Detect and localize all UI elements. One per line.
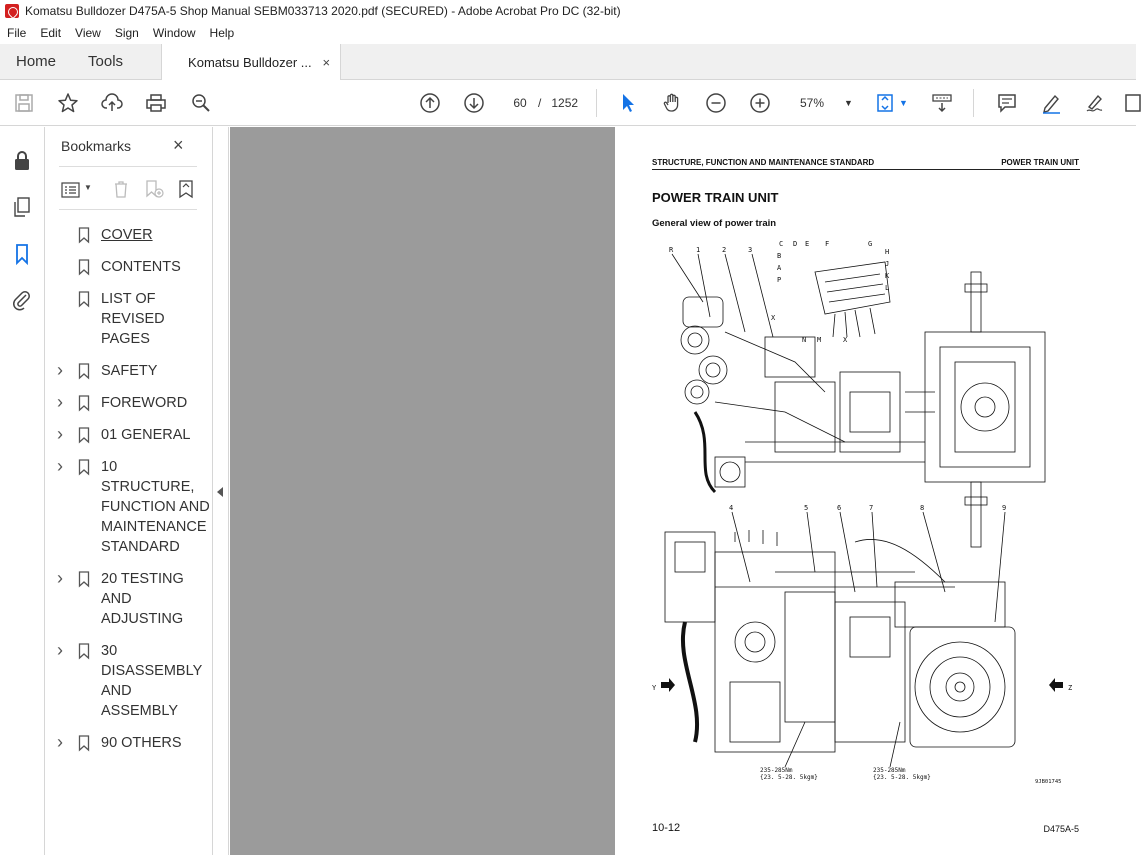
bookmark-label: COVER: [101, 227, 153, 243]
tab-tools[interactable]: Tools: [88, 53, 124, 70]
torque-spec-2: [873, 767, 931, 781]
bookmarks-title: Bookmarks: [61, 138, 132, 154]
page-footer-number: 10-12: [652, 822, 681, 834]
menu-help[interactable]: Help: [209, 26, 235, 40]
bookmark-label: LIST OF REVISED PAGES: [101, 291, 165, 347]
bookmark-label: SAFETY: [101, 363, 158, 379]
close-panel-icon[interactable]: ×: [173, 135, 184, 155]
zoom-search-icon[interactable]: [189, 91, 213, 115]
page-separator: /: [538, 96, 542, 110]
page-title: POWER TRAIN UNIT: [652, 190, 779, 205]
torque-value-kgm: {23. 5-28. 5kgm}: [760, 774, 818, 781]
total-pages: 1252: [551, 96, 579, 110]
zoom-value: 57%: [800, 96, 825, 110]
header-rule: [652, 169, 1080, 170]
attachment-paperclip-icon[interactable]: [11, 289, 33, 311]
expand-chevron-icon[interactable]: ›: [57, 360, 63, 380]
bookmark-icon: [78, 643, 90, 659]
expand-chevron-icon[interactable]: ›: [57, 456, 63, 476]
svg-text:P: P: [777, 276, 782, 284]
page-subtitle: General view of power train: [652, 218, 777, 229]
tab-bar: [0, 44, 1136, 80]
svg-text:2: 2: [722, 246, 727, 254]
page-header-right: POWER TRAIN UNIT: [1001, 158, 1079, 167]
previous-page-icon[interactable]: [418, 91, 442, 115]
zoom-out-icon[interactable]: [704, 91, 728, 115]
svg-text:L: L: [885, 284, 890, 292]
torque-value: 235-285Nm: [760, 767, 793, 774]
new-bookmark-icon[interactable]: [143, 179, 165, 199]
chevron-down-icon[interactable]: ▼: [84, 183, 92, 192]
menu-sign[interactable]: Sign: [114, 26, 139, 40]
bookmark-label: CONTENTS: [101, 259, 181, 275]
bookmark-label: 30 DISASSEMBLY AND ASSEMBLY: [101, 643, 203, 719]
bookmark-icon: [78, 571, 90, 587]
bookmark-label: 20 TESTING AND ADJUSTING: [101, 571, 184, 627]
divider: [59, 209, 197, 210]
hand-tool-icon[interactable]: [660, 91, 684, 115]
menu-view[interactable]: View: [75, 26, 101, 40]
svg-text:Z: Z: [1068, 684, 1073, 692]
svg-text:3: 3: [748, 246, 753, 254]
svg-text:R: R: [669, 246, 674, 254]
fit-page-dropdown-icon[interactable]: ▼: [899, 98, 908, 108]
bookmark-icon: [78, 735, 90, 751]
torque-value-kgm: {23. 5-28. 5kgm}: [873, 774, 931, 781]
bookmark-label: 01 GENERAL: [101, 427, 191, 443]
page-footer-model: D475A-5: [1043, 824, 1079, 834]
menu-window[interactable]: Window: [152, 26, 196, 40]
chevron-down-icon: ▼: [844, 98, 853, 108]
svg-text:E: E: [805, 240, 810, 248]
select-cursor-icon[interactable]: [616, 91, 640, 115]
more-tools-icon[interactable]: [1122, 91, 1146, 115]
bookmark-icon: [78, 459, 90, 475]
expand-chevron-icon[interactable]: ›: [57, 568, 63, 588]
bookmark-icon: [78, 259, 90, 275]
bookmark-icon: [78, 395, 90, 411]
torque-spec-1: [760, 767, 818, 781]
panel-collapse-handle[interactable]: [213, 127, 229, 855]
svg-text:C: C: [779, 240, 784, 248]
bookmark-from-selection-icon[interactable]: [177, 179, 195, 199]
svg-text:M: M: [817, 336, 822, 344]
power-train-drawing: [652, 240, 1075, 792]
divider: [59, 166, 197, 167]
page-header-left: STRUCTURE, FUNCTION AND MAINTENANCE STANDARD: [652, 158, 875, 167]
bookmark-panel-icon[interactable]: [11, 243, 33, 265]
print-icon[interactable]: [144, 91, 168, 115]
page-number-input[interactable]: 60: [513, 96, 527, 110]
expand-chevron-icon[interactable]: ›: [57, 640, 63, 660]
collapse-arrow-icon: [217, 487, 223, 497]
bookmarks-toolbar: [59, 179, 199, 201]
tab-close-icon[interactable]: ×: [322, 55, 331, 70]
bookmarks-panel: [45, 127, 213, 855]
svg-text:J: J: [885, 260, 890, 268]
window-title: Komatsu Bulldozer D475A-5 Shop Manual SEBM033713 2020.pdf (SECURED) - Adobe Acrobat Pro DC (32-bit): [25, 4, 621, 18]
sign-pen-icon[interactable]: [1083, 91, 1107, 115]
svg-text:A: A: [777, 264, 782, 272]
svg-text:X: X: [771, 314, 776, 322]
bookmark-icon: [78, 363, 90, 379]
page-thumbnails-icon[interactable]: [11, 196, 33, 218]
tab-document[interactable]: [161, 44, 341, 81]
torque-value: 235-285Nm: [873, 767, 906, 774]
fit-page-icon[interactable]: [874, 91, 898, 115]
svg-text:H: H: [885, 248, 890, 256]
menu-file[interactable]: File: [7, 26, 27, 40]
star-icon[interactable]: [56, 91, 80, 115]
figure-code: 9JB01745: [1035, 779, 1062, 785]
svg-text:N: N: [802, 336, 807, 344]
bookmark-options-icon[interactable]: [61, 181, 81, 199]
svg-text:B: B: [777, 252, 782, 260]
bookmark-icon: [78, 427, 90, 443]
svg-text:K: K: [885, 272, 890, 280]
svg-text:9: 9: [1002, 504, 1007, 512]
acrobat-logo-icon: [5, 4, 19, 18]
tab-home[interactable]: Home: [16, 53, 57, 70]
expand-chevron-icon[interactable]: ›: [57, 424, 63, 444]
svg-text:Y: Y: [652, 684, 657, 692]
svg-text:1: 1: [696, 246, 701, 254]
svg-text:G: G: [868, 240, 873, 248]
bookmark-label: FOREWORD: [101, 395, 188, 411]
save-icon[interactable]: [12, 91, 36, 115]
expand-chevron-icon[interactable]: ›: [57, 732, 63, 752]
next-page-icon[interactable]: [462, 91, 486, 115]
zoom-in-icon[interactable]: [748, 91, 772, 115]
bookmark-icon: [78, 227, 90, 243]
scrolling-mode-icon[interactable]: [930, 91, 954, 115]
highlight-pen-icon[interactable]: [1039, 91, 1063, 115]
svg-text:D: D: [793, 240, 798, 248]
toolbar-divider: [973, 89, 974, 117]
pdf-page: [615, 127, 1136, 855]
bookmark-label: 10 STRUCTURE, FUNCTION AND MAINTENANCE STANDARD: [101, 459, 210, 555]
menu-edit[interactable]: Edit: [40, 26, 62, 40]
title-bar: [0, 0, 1136, 22]
navigation-rail: [0, 127, 45, 855]
delete-trash-icon[interactable]: [111, 179, 131, 199]
zoom-level-select[interactable]: [792, 91, 852, 115]
menu-bar: [0, 22, 1136, 44]
tab-document-label: Komatsu Bulldozer ...: [188, 55, 312, 70]
page-count: [538, 91, 578, 115]
svg-text:7: 7: [869, 504, 874, 512]
svg-text:8: 8: [920, 504, 925, 512]
bookmark-icon: [78, 291, 90, 307]
lock-icon[interactable]: [11, 149, 33, 171]
svg-text:X: X: [843, 336, 848, 344]
comment-icon[interactable]: [995, 91, 1019, 115]
upload-cloud-icon[interactable]: [100, 91, 124, 115]
svg-text:5: 5: [804, 504, 809, 512]
svg-text:4: 4: [729, 504, 734, 512]
document-view[interactable]: [230, 127, 1136, 855]
svg-text:6: 6: [837, 504, 842, 512]
expand-chevron-icon[interactable]: ›: [57, 392, 63, 412]
bookmark-label: 90 OTHERS: [101, 735, 182, 751]
svg-text:F: F: [825, 240, 830, 248]
toolbar-divider: [596, 89, 597, 117]
